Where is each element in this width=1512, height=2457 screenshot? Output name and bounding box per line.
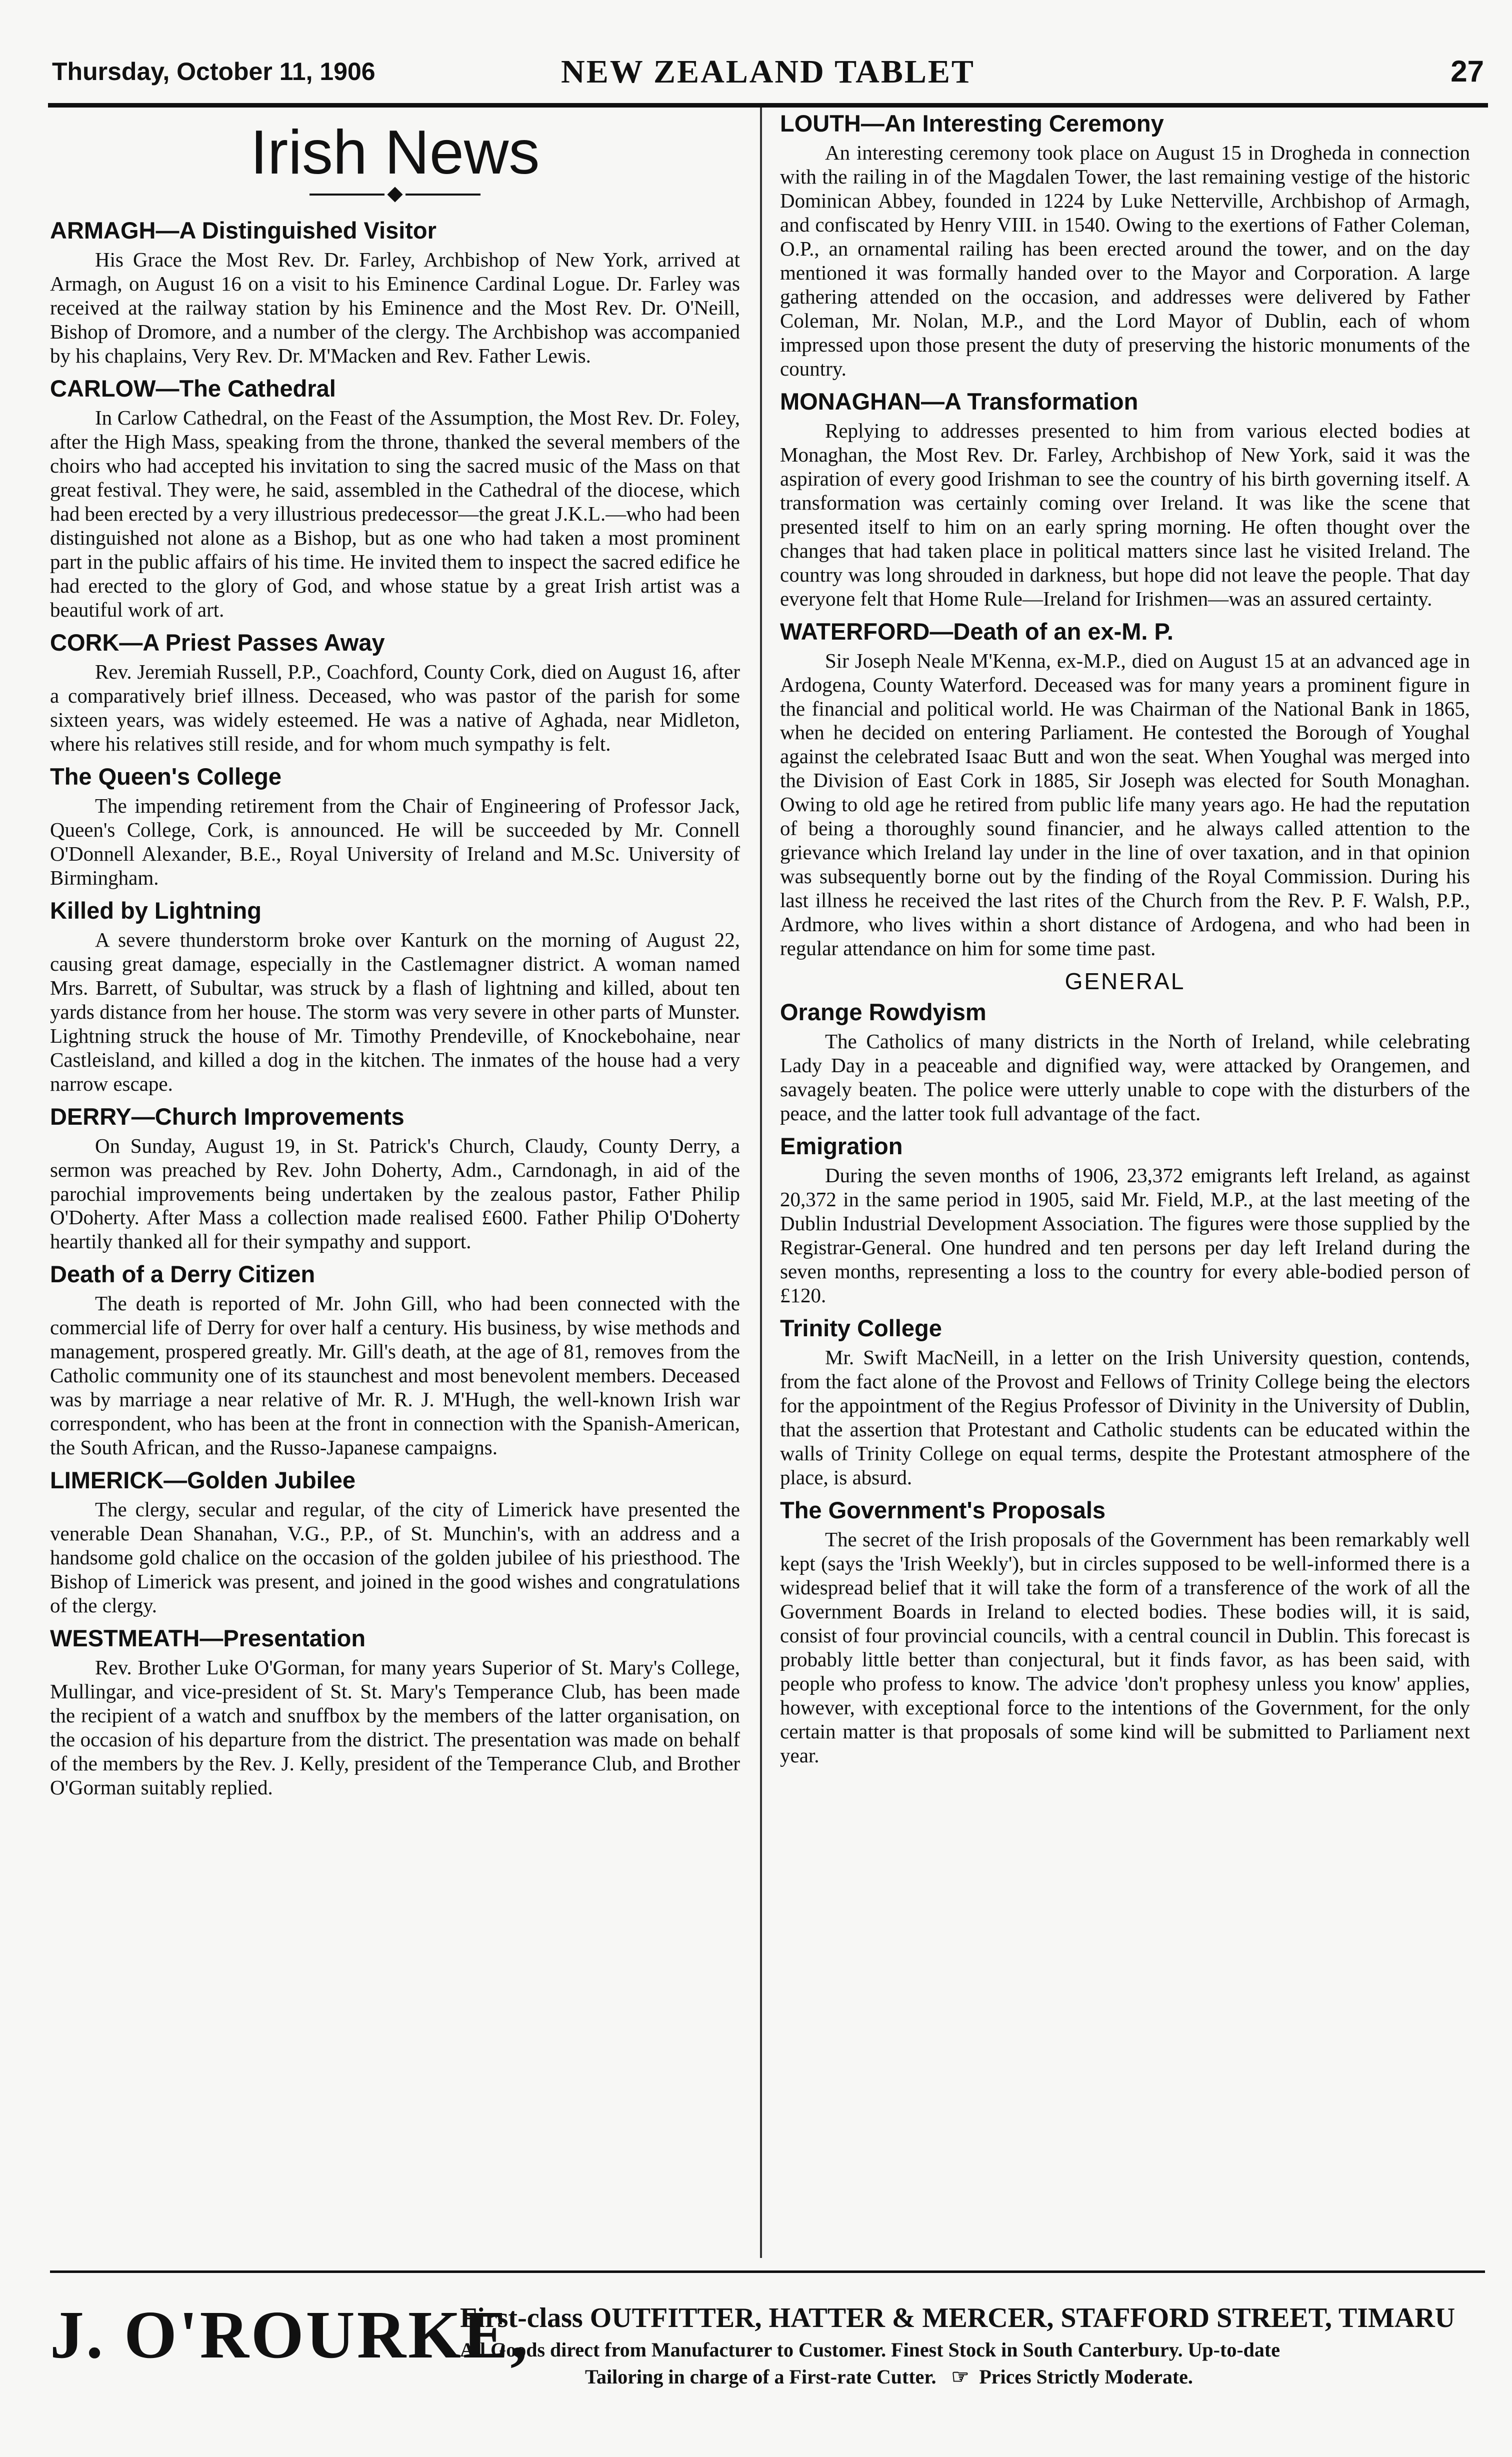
article-body: The secret of the Irish proposals of the Government has been remarkably well kept (says the 'Irish Weekly'), but in circles supposed to be well-informed there is a widespread belief that it will take the form of a transference of the work of all the Government Boards in Ireland to elected bodies. These bodies will, it is said, consist of four provincial councils, with a central council in Dublin. This forecast is probably little better than conjectural, but it finds favor, as has been said, with people who profess to know. The advice 'don't prophesy unless you know' applies, however, with exceptional force to the intentions of the Government, for the only certain matter is that proposals of some kind will be submitted to Parliament next year. — [780, 1527, 1470, 1767]
title-ornament — [50, 189, 740, 200]
article-body: An interesting ceremony took place on August 15 in Drogheda in connection with the railing in of the Magdalen Tower, the last remaining vestige of the historic Dominican Abbey, founded in 1224 by Luke Netterville, Archbishop of Armagh, and confiscated by Henry VIII. in 1540. Owing to the exertions of Father Coleman, O.P., an ornamental railing has been erected around the tower, and on the day mentioned it was formally handed over to the Mayor and Corporation. A large gathering attended on the occasion, and addresses were delivered by Father Coleman, Mr. Nolan, M.P., and the Lord Mayor of Dublin, each of whom impressed upon those present the duty of preserving the historic monuments of the country. — [780, 141, 1470, 380]
article — [50, 897, 740, 1096]
advert-line-1: First-class OUTFITTER, HATTER & MERCER, STAFFORD STREET, TIMARU — [460, 2302, 1456, 2333]
article-body: A severe thunderstorm broke over Kanturk on the morning of August 22, causing great damage, especially in the Castlemagner district. A woman named Mrs. Barrett, of Subultar, was struck by a flash of lightning and killed, about ten yards distance from her house. The storm was very severe in other parts of Munster. Lightning struck the house of Mr. Timothy Prendeville, of Knockebohaine, near Castleisland, and killed a dog in the kitchen. The inmates of the house had a very narrow escape. — [50, 928, 740, 1095]
right-column — [780, 110, 1470, 2255]
article-heading: MONAGHAN—A Transformation — [780, 388, 1138, 415]
article-body: Rev. Brother Luke O'Gorman, for many years Superior of St. Mary's College, Mullingar, and vice-president of St. St. Mary's Temperance Club, has been made the recipient of a watch and snuffbox by the members of the latter organisation, on the occasion of his departure from the district. The presentation was made on behalf of the members by the Rev. J. Kelly, president of the Temperance Club, and Brother O'Gorman suitably replied. — [50, 1656, 740, 1799]
article-body: In Carlow Cathedral, on the Feast of the Assumption, the Most Rev. Dr. Foley, after the High Mass, speaking from the throne, thanked the several members of the choirs who had accepted his invitation to sing the sacred music of the Mass on that great festival. They were, he said, assembled in the Cathedral of the diocese, which had been erected by a very illustrious predecessor—the great J.K.L.—who had been distinguished not alone as a Bishop, but as one who had taken a most prominent part in the public affairs of his time. He invited them to inspect the sacred edifice he had erected to the glory of God, and whose statue by a great Irish artist was a beautiful work of art. — [50, 406, 740, 621]
article — [50, 629, 740, 756]
advert-line-3a: Tailoring in charge of a First-rate Cutter. — [585, 2365, 936, 2388]
issue-date: Thursday, October 11, 1906 — [52, 58, 376, 86]
article-body: His Grace the Most Rev. Dr. Farley, Archbishop of New York, arrived at Armagh, on August 16 on a visit to his Eminence Cardinal Logue. Dr. Farley was received at the railway station by his Eminence and the Most Rev. Dr. O'Neill, Bishop of Dromore, and a number of the clergy. The Archbishop was accompanied by his chaplains, Very Rev. Dr. M'Macken and Rev. Father Lewis. — [50, 248, 740, 368]
article — [780, 999, 1470, 1126]
advert-line-3b: Prices Strictly Moderate. — [979, 2365, 1193, 2388]
article-heading: LOUTH—An Interesting Ceremony — [780, 110, 1164, 137]
article — [780, 1133, 1470, 1308]
article-body: During the seven months of 1906, 23,372 emigrants left Ireland, as against 20,372 in the same period in 1905, said Mr. Field, M.P., at the last meeting of the Dublin Industrial Development Association. The figures were those supplied by the Registrar-General. One hundred and ten persons per day left Ireland during the seven months, representing a loss to the country for every able-bodied person of £120. — [780, 1164, 1470, 1307]
section-subtitle: GENERAL — [1064, 968, 1186, 995]
article — [780, 618, 1470, 961]
article — [50, 375, 740, 622]
article-body: Rev. Jeremiah Russell, P.P., Coachford, County Cork, died on August 16, after a comparatively brief illness. Deceased, who was pastor of the parish for some sixteen years, was widely esteemed. He was a native of Aghada, near Midleton, where his relatives still reside, and for whom much sympathy is felt. — [50, 660, 740, 755]
article — [780, 388, 1470, 611]
article — [50, 1261, 740, 1460]
article-heading: Emigration — [780, 1133, 903, 1160]
article-heading: LIMERICK—Golden Jubilee — [50, 1467, 356, 1494]
article-body: Mr. Swift MacNeill, in a letter on the Irish University question, contends, from the fact alone of the Provost and Fellows of Trinity College being the electors for the appointment of the Regius Professor of Divinity in the University of Dublin, that the assertion that Protestant and Catholic students can be educated within the walls of Trinity College on equal terms, despite the Protestant atmosphere of the place, is absurd. — [780, 1346, 1470, 1489]
advert-line-2: All Goods direct from Manufacturer to Customer. Finest Stock in South Canterbury. Up-to-date — [460, 2338, 1280, 2361]
article — [50, 1103, 740, 1254]
diamond-icon — [387, 187, 402, 203]
article — [50, 763, 740, 890]
article-body: Replying to addresses presented to him from various elected bodies at Monaghan, the Most Rev. Dr. Farley, Archbishop of New York, said it was the aspiration of every good Irishman to see the country of his birth governing itself. A transformation was certainly coming over Ireland. It was like the scene that presented itself to him on an early spring morning. He often thought over the changes that had taken place in political matters since last he visited Ireland. The country was long shrouded in darkness, but hope did not leave the people. That day everyone felt that Home Rule—Ireland for Irishmen—was an assured certainty. — [780, 419, 1470, 610]
advertisement — [50, 2270, 1485, 2443]
article-heading: Trinity College — [780, 1314, 942, 1341]
article-body: The death is reported of Mr. John Gill, who had been connected with the commercial life of Derry for over half a century. His business, by wise methods and management, prospered greatly. Mr. Gill's death, at the age of 81, removes from the Catholic community one of its staunchest and most benevolent members. Deceased was by marriage a near relative of Mr. R. J. M'Hugh, the well-known Irish war correspondent, who has been at the front in connection with the Spanish-American, the South African, and the Russo-Japanese campaigns. — [50, 1292, 740, 1459]
column-divider — [760, 108, 762, 2258]
article-body: The impending retirement from the Chair of Engineering of Professor Jack, Queen's College, Cork, is announced. He will be succeeded by Mr. Connell O'Donnell Alexander, B.E., Royal University of Ireland and M.Sc. University of Birmingham. — [50, 794, 740, 889]
article-heading: Orange Rowdyism — [780, 999, 986, 1026]
article-heading: WATERFORD—Death of an ex-M. P. — [780, 618, 1174, 645]
article-heading: The Queen's College — [50, 763, 282, 790]
article-heading: DERRY—Church Improvements — [50, 1103, 404, 1130]
advert-text — [460, 2302, 1485, 2390]
article-heading: WESTMEATH—Presentation — [50, 1625, 366, 1652]
section-title: Irish News — [250, 118, 540, 187]
article — [50, 1625, 740, 1800]
article — [780, 1315, 1470, 1490]
article — [780, 110, 1470, 381]
left-column — [50, 110, 740, 2255]
article-heading: Death of a Derry Citizen — [50, 1261, 316, 1288]
article-body: On Sunday, August 19, in St. Patrick's Church, Claudy, County Derry, a sermon was preached by Rev. John Doherty, Adm., Carndonagh, in aid of the parochial improvements being undertaken by the zealous pastor, Father Philip O'Doherty. After Mass a collection made realised £600. Father Philip O'Doherty heartily thanked all for their sympathy and support. — [50, 1134, 740, 1253]
article-body: The clergy, secular and regular, of the city of Limerick have presented the venerable Dean Shanahan, V.G., P.P., of St. Munchin's, with an address and a handsome gold chalice on the occasion of the golden jubilee of his priesthood. The Bishop of Limerick was present, and joined in the good wishes and congratulations of the clergy. — [50, 1498, 740, 1617]
advertiser-name: J. O'ROURKE, — [50, 2297, 530, 2372]
article-heading: ARMAGH—A Distinguished Visitor — [50, 217, 436, 244]
article-heading: CARLOW—The Cathedral — [50, 375, 336, 402]
pointing-hand-icon: ☞ — [951, 2365, 970, 2388]
article-body: Sir Joseph Neale M'Kenna, ex-M.P., died on August 15 at an advanced age in Ardogena, County Waterford. Deceased was for many years a prominent figure in the financial and political world. He was Chairman of the National Bank in 1865, when he decided on entering Parliament. He contested the Borough of Youghal against the celebrated Isaac Butt and won the seat. When Youghal was merged into the Division of East Cork in 1885, Sir Joseph was elected for South Monaghan. Owing to old age he retired from public life many years ago. He had the reputation of being a thoroughly sound financier, and he always called attention to the grievance which Ireland lay under in the line of over taxation, and in that opinion was subsequently borne out by the finding of the Royal Commission. During his last illness he received the last rites of the Church from the Rev. P. F. Walsh, P.P., Ardmore, who lives within a short distance of Ardogena, and who had been in regular attendance on him for some time past. — [780, 649, 1470, 960]
page-number: 27 — [1450, 55, 1484, 88]
newspaper-title: NEW ZEALAND TABLET — [561, 54, 975, 90]
article-heading: The Government's Proposals — [780, 1496, 1106, 1523]
article — [50, 217, 740, 368]
article-heading: CORK—A Priest Passes Away — [50, 629, 385, 656]
masthead — [48, 48, 1488, 108]
article-body: The Catholics of many districts in the North of Ireland, while celebrating Lady Day in a peaceable and dignified way, were attacked by Orangemen, and savagely beaten. The police were utterly unable to cope with the disturbers of the peace, and the latter took full advantage of the fact. — [780, 1030, 1470, 1125]
advert-line-3 — [460, 2364, 1485, 2390]
article — [780, 1497, 1470, 1768]
article — [50, 1467, 740, 1618]
article-heading: Killed by Lightning — [50, 897, 262, 924]
